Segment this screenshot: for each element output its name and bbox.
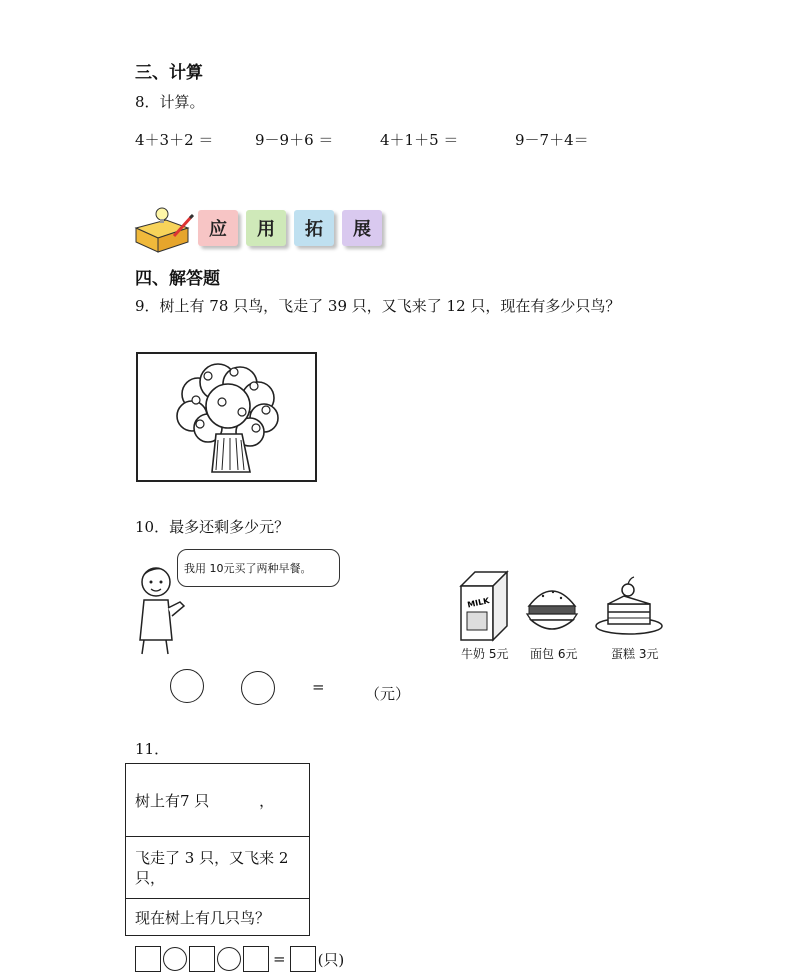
section-title-word-problems: 四、解答题 bbox=[135, 269, 220, 289]
problem-table bbox=[125, 763, 310, 936]
question-10-label: 10．最多还剩多少元？ bbox=[135, 518, 290, 536]
equation-4: 9－7＋4＝ bbox=[515, 131, 589, 149]
speech-bubble: 我用 10元买了两种早餐。 bbox=[177, 549, 340, 587]
answer-circle-1[interactable] bbox=[170, 669, 204, 703]
answer-box-result[interactable] bbox=[290, 946, 316, 972]
equals-sign-2: = bbox=[273, 950, 286, 968]
milk-carton-icon bbox=[455, 566, 515, 644]
answer-circle-2[interactable] bbox=[241, 671, 275, 705]
banner-tile: 应 bbox=[198, 210, 238, 246]
equation-1: 4＋3＋2 ＝ bbox=[135, 131, 214, 149]
question-11-label: 11． bbox=[135, 740, 170, 758]
unit-zhi: (只) bbox=[317, 950, 345, 969]
banner-tile: 用 bbox=[246, 210, 286, 246]
answer-equation-row bbox=[135, 946, 344, 972]
table-row: 现在树上有几只鸟？ bbox=[126, 899, 310, 936]
operator-circle-1[interactable] bbox=[163, 947, 187, 971]
banner-tile: 展 bbox=[342, 210, 382, 246]
unit-yuan: （元） bbox=[365, 685, 411, 703]
question-9-text: 9．树上有 78 只鸟，飞走了 39 只，又飞来了 12 只，现在有多少只鸟？ bbox=[135, 297, 621, 315]
equation-2: 9－9＋6 ＝ bbox=[255, 131, 334, 149]
bread-price: 面包 6元 bbox=[530, 647, 578, 661]
equation-3: 4＋1＋5 ＝ bbox=[380, 131, 459, 149]
answer-box-2[interactable] bbox=[189, 946, 215, 972]
banner-tile: 拓 bbox=[294, 210, 334, 246]
operator-circle-2[interactable] bbox=[217, 947, 241, 971]
equals-sign: = bbox=[312, 678, 325, 696]
question-8-label: 8．计算。 bbox=[135, 93, 205, 111]
table-row: 飞走了 3 只，又飞来 2 只， bbox=[126, 837, 310, 899]
table-row: 树上有7 只 ， bbox=[126, 764, 310, 837]
tree-with-birds-image bbox=[136, 352, 317, 482]
answer-box-3[interactable] bbox=[243, 946, 269, 972]
milk-price: 牛奶 5元 bbox=[461, 647, 509, 661]
section-title-calculation: 三、计算 bbox=[135, 63, 203, 83]
lightbulb-box-icon bbox=[132, 206, 194, 254]
banner-applied-extension bbox=[198, 210, 382, 246]
cake-icon bbox=[594, 576, 664, 636]
cake-price: 蛋糕 3元 bbox=[611, 647, 659, 661]
burger-icon bbox=[525, 580, 579, 640]
answer-box-1[interactable] bbox=[135, 946, 161, 972]
milk-label: MILK bbox=[466, 596, 491, 610]
